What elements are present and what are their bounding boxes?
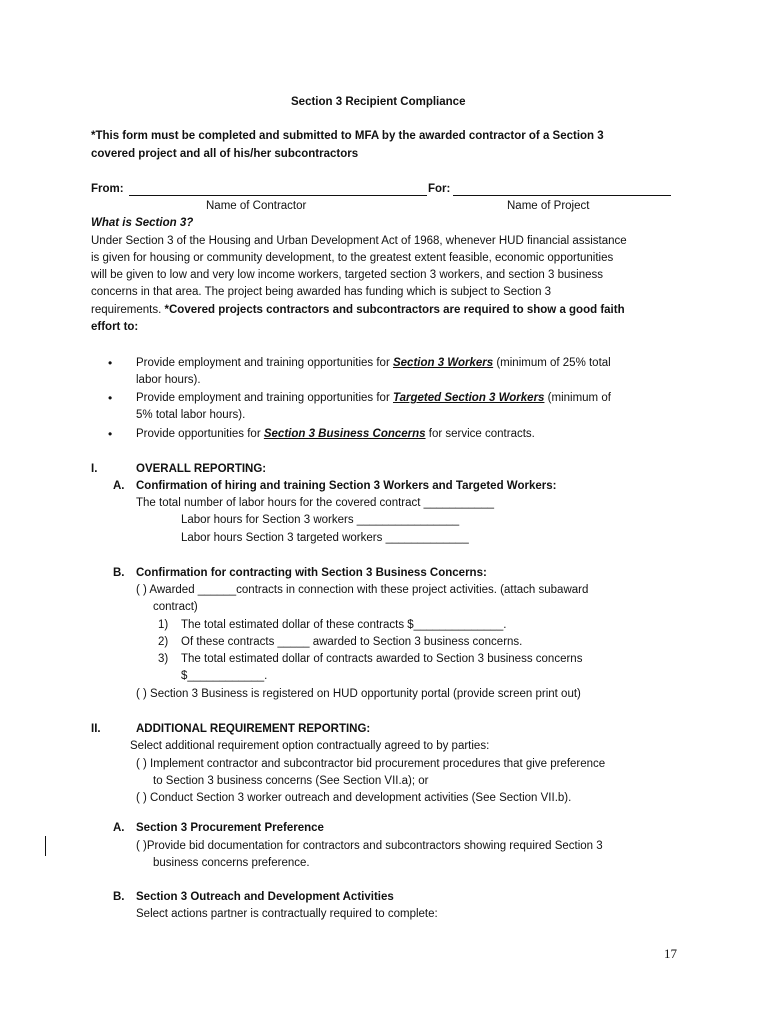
bullet-icon: •: [108, 427, 113, 441]
bullet-2-post: (minimum of: [547, 392, 611, 404]
hud-portal-registered-option[interactable]: ( ) Section 3 Business is registered on HUD opportunity portal (provide screen print out): [136, 688, 581, 700]
contracts-dollar-field[interactable]: The total estimated dollar of these contracts $______________.: [181, 619, 507, 631]
section3-workers-link[interactable]: Section 3 Workers: [392, 357, 494, 369]
section-1b-letter: B.: [113, 567, 125, 579]
section3-workers-hours-row: [181, 512, 459, 529]
item-2-number: 2): [158, 636, 169, 648]
intro-line-2: is given for housing or community development, to the greatest extent feasible, economic opportunities: [91, 252, 614, 264]
bid-procurement-option-line-2: to Section 3 business concerns (See Section VII.a); or: [153, 775, 429, 787]
targeted-section3-workers-link[interactable]: Targeted Section 3 Workers: [392, 392, 545, 404]
total-labor-hours-label: The total number of labor hours for the covered contract: [136, 497, 421, 509]
section-2b-heading: Section 3 Outreach and Development Activities: [136, 891, 394, 903]
outreach-option[interactable]: ( ) Conduct Section 3 worker outreach and development activities (See Section VII.b).: [136, 792, 572, 804]
intro-line-6: effort to:: [91, 321, 139, 333]
contractor-caption: Name of Contractor: [206, 200, 307, 212]
bullet-3-post: for service contracts.: [428, 428, 535, 440]
bullet-3: [136, 426, 535, 443]
for-label: For:: [428, 183, 451, 195]
total-labor-hours-field[interactable]: ___________: [423, 497, 495, 509]
page-number: 17: [664, 946, 677, 961]
awarded-dollar-field[interactable]: $____________.: [181, 670, 268, 682]
section-2-heading: ADDITIONAL REQUIREMENT REPORTING:: [136, 723, 371, 735]
select-actions-text: Select actions partner is contractually required to complete:: [136, 908, 438, 920]
bullet-icon: •: [108, 356, 113, 370]
bullet-icon: •: [108, 391, 113, 405]
section-1-numeral: I.: [91, 463, 98, 475]
section-1a-letter: A.: [113, 480, 125, 492]
section-2-numeral: II.: [91, 723, 101, 735]
section-1a-heading: Confirmation of hiring and training Section 3 Workers and Targeted Workers:: [136, 480, 557, 492]
project-caption: Name of Project: [507, 200, 590, 212]
contracts-awarded-field[interactable]: Of these contracts _____ awarded to Section 3 business concerns.: [181, 636, 523, 648]
targeted-workers-hours-label: Labor hours Section 3 targeted workers: [181, 532, 383, 544]
bullet-2-text: Provide employment and training opportunities for: [136, 392, 390, 404]
item-3-number: 3): [158, 653, 169, 665]
what-is-section3-heading: What is Section 3?: [91, 217, 194, 229]
intro-line-4: concerns in that area. The project being awarded has funding which is subject to Section 3: [91, 286, 552, 298]
notice-line-1: *This form must be completed and submitted to MFA by the awarded contractor of a Section 3: [91, 130, 604, 142]
bullet-2-line-2: 5% total labor hours).: [136, 409, 246, 421]
bullet-1-text: Provide employment and training opportunities for: [136, 357, 390, 369]
page-title: Section 3 Recipient Compliance: [291, 96, 466, 108]
bullet-1: [136, 355, 611, 372]
section-2b-letter: B.: [113, 891, 125, 903]
bullet-1-line-2: labor hours).: [136, 374, 201, 386]
bid-documentation-line-2: business concerns preference.: [153, 857, 310, 869]
intro-line-1: Under Section 3 of the Housing and Urban Development Act of 1968, whenever HUD financial assistance: [91, 235, 627, 247]
intro-line-5-bold: *Covered projects contractors and subcontractors are required to show a good faith: [164, 304, 625, 316]
from-label: From:: [91, 183, 124, 195]
section3-business-concerns-link[interactable]: Section 3 Business Concerns: [263, 428, 426, 440]
change-bar: [45, 836, 46, 856]
section-2a-heading: Section 3 Procurement Preference: [136, 822, 324, 834]
targeted-workers-hours-field[interactable]: _____________: [385, 532, 469, 544]
item-1-number: 1): [158, 619, 169, 631]
select-option-instruction: Select additional requirement option contractually agreed to by parties:: [130, 740, 490, 752]
bid-documentation-option[interactable]: ( )Provide bid documentation for contractors and subcontractors showing required Section 3: [136, 840, 603, 852]
total-labor-hours-row: [136, 495, 494, 512]
section-1-heading: OVERALL REPORTING:: [136, 463, 267, 475]
bullet-3-text: Provide opportunities for: [136, 428, 261, 440]
section-2a-letter: A.: [113, 822, 125, 834]
intro-line-5-plain: requirements.: [91, 304, 162, 316]
notice-line-2: covered project and all of his/her subcontractors: [91, 148, 359, 160]
section3-workers-hours-label: Labor hours for Section 3 workers: [181, 514, 354, 526]
bullet-2: [136, 390, 611, 407]
awarded-contracts-line-1[interactable]: ( ) Awarded ______contracts in connection with these project activities. (attach subaward: [136, 584, 589, 596]
bid-procurement-option[interactable]: ( ) Implement contractor and subcontractor bid procurement procedures that give preference: [136, 758, 606, 770]
section3-workers-hours-field[interactable]: ________________: [356, 514, 460, 526]
project-name-field[interactable]: [453, 181, 671, 196]
section-1b-heading: Confirmation for contracting with Section 3 Business Concerns:: [136, 567, 487, 579]
intro-line-3: will be given to low and very low income workers, targeted section 3 workers, and section 3 business: [91, 269, 603, 281]
awarded-dollar-label: The total estimated dollar of contracts awarded to Section 3 business concerns: [181, 653, 583, 665]
contractor-name-field[interactable]: [129, 181, 427, 196]
intro-line-5: [91, 302, 625, 319]
awarded-contracts-line-2: contract): [153, 601, 198, 613]
targeted-workers-hours-row: [181, 530, 469, 547]
bullet-1-post: (minimum of 25% total: [496, 357, 611, 369]
